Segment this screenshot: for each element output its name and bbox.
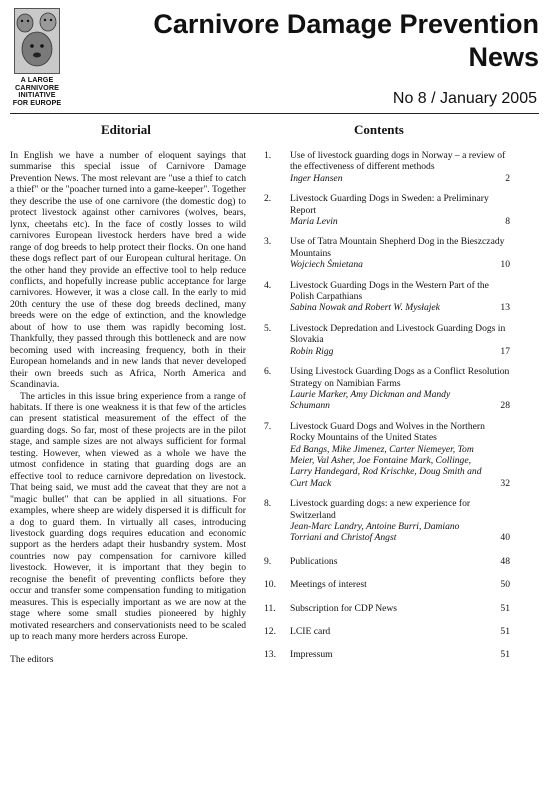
issue-number: No 8 / January 2005 xyxy=(392,90,537,107)
item-number: 12. xyxy=(264,626,276,637)
item-title: Livestock Depredation and Livestock Guarding Dogs in Slovakia xyxy=(290,322,506,346)
contents-item[interactable] xyxy=(264,323,510,357)
item-page: 51 xyxy=(500,602,510,614)
editorial-paragraph: The articles in this issue bring experience from a range of habitats. If there is one weakness it is that few of the articles can present statistical measurement of the effect of the guarding dogs. So far, most of these projects are in the pilot stage, and sample sizes are not always sufficient for formal testing. However, when viewed as a whole we have the utmost confidence in stating that guarding dogs are an effective tool to reduce carnivore depredation on livestock. That being said, we must add the caveat that they are not a "magic bullet" that can be applied in all situations. For examples, where sheep are widely dispersed it is difficult for a dog to guard them. In virtually all cases, introducing livestock guarding dogs requires education and economic support as the herders adapt their husbandry system. Most countries now pay compensation for carnivore killed livestock. However, it is important that they begin to recognise the benefit of preventing conflicts before they occur and transfer some compensation funding to mitigation measures. This is especially important as we are now at the stage where some small studies pioneered by highly motivated researchers and conservationists need to be scaled up to reach many more herders across Europe. xyxy=(10,390,246,643)
logo-line: FOR EUROPE xyxy=(12,97,62,107)
logo-line: CARNIVORE xyxy=(14,82,60,92)
item-number: 3. xyxy=(264,236,272,248)
item-title: Livestock guarding dogs: a new experience for Switzerland xyxy=(290,498,471,521)
item-page: 48 xyxy=(500,555,510,567)
item-number: 4. xyxy=(264,279,272,291)
item-author: Robin Rigg xyxy=(290,345,334,357)
logo-text xyxy=(10,76,64,106)
contents-item[interactable] xyxy=(264,150,510,184)
item-page: 28 xyxy=(500,400,510,412)
carnivore-faces-emblem xyxy=(14,8,60,74)
contents-item[interactable] xyxy=(264,498,510,544)
item-author: Jean-Marc Landry, Antoine Burri, Damiano Torriani and Christof Angst xyxy=(290,520,460,544)
item-page: 51 xyxy=(500,626,510,637)
item-author: Laurie Marker, Amy Dickman and Mandy Schumann xyxy=(290,388,451,412)
contents-item[interactable] xyxy=(264,421,510,489)
contents-item[interactable] xyxy=(264,603,510,614)
contents-list xyxy=(264,150,510,661)
title-line-1: Carnivore Damage Prevention xyxy=(153,9,539,39)
item-number: 2. xyxy=(264,193,272,205)
logo-line: INITIATIVE xyxy=(18,90,56,99)
item-title: LCIE card xyxy=(290,626,331,637)
item-number: 10. xyxy=(264,579,276,591)
editorial-body xyxy=(10,150,246,666)
item-title: Livestock Guard Dogs and Wolves in the Northern Rocky Mountains of the United States xyxy=(290,420,485,444)
item-title: Subscription for CDP News xyxy=(290,602,398,614)
title-line-2: News xyxy=(468,42,539,72)
contents-item[interactable] xyxy=(264,579,510,590)
newsletter-title xyxy=(153,8,539,74)
logo-line: A LARGE xyxy=(20,75,54,84)
item-author: Inger Hansen xyxy=(290,172,343,184)
item-title: Livestock Guarding Dogs in the Western Part of the Polish Carpathians xyxy=(290,279,489,303)
item-title: Using Livestock Guarding Dogs as a Conflict Resolution Strategy on Namibian Farms xyxy=(290,366,510,389)
item-page: 13 xyxy=(500,302,510,314)
item-number: 1. xyxy=(264,150,272,161)
item-title: Use of livestock guarding dogs in Norway – a review of the effectiveness of different methods xyxy=(290,150,506,173)
header-divider xyxy=(10,113,539,114)
item-page: 32 xyxy=(500,477,510,489)
item-page: 10 xyxy=(500,259,510,271)
item-author: Maria Levin xyxy=(290,216,338,228)
item-page: 50 xyxy=(500,579,510,591)
item-number: 8. xyxy=(264,498,272,510)
contents-item[interactable] xyxy=(264,649,510,660)
contents-item[interactable] xyxy=(264,366,510,412)
item-number: 7. xyxy=(264,420,272,432)
item-title: Impressum xyxy=(290,649,333,661)
item-title: Livestock Guarding Dogs in Sweden: a Preliminary Report xyxy=(290,193,489,216)
item-page: 40 xyxy=(500,532,510,544)
contents-item[interactable] xyxy=(264,193,510,227)
item-title: Meetings of interest xyxy=(290,579,367,591)
item-page: 51 xyxy=(500,649,510,661)
editorial-signature: The editors xyxy=(10,654,54,666)
item-page: 17 xyxy=(500,345,510,357)
item-author: Wojciech Śmietana xyxy=(290,259,363,271)
contents-item[interactable] xyxy=(264,556,510,567)
item-page: 2 xyxy=(505,172,510,184)
editorial-heading: Editorial xyxy=(101,122,151,137)
item-page: 8 xyxy=(505,216,510,228)
item-number: 11. xyxy=(264,602,276,614)
item-author: Sabina Nowak and Robert W. Mysłajek xyxy=(290,302,440,314)
item-number: 6. xyxy=(264,366,272,378)
editorial-paragraph: In English we have a number of eloquent sayings that summarise this special issue of Carnivore Damage Prevention News. The most relevant are "use a thief to catch a thief" or the "poacher turned into a game-keeper". Together they describe the use of one carnivore (the domestic dog) to protect livestock against other carnivores (wolves, bears, lynx, cheetahs etc). In the face of costly losses to wild carnivores European livestock herders have bred a wide range of dog breeds to help protect their flocks. On one hand these dogs reflect part of our European cultural heritage. On the other hand they provide an effective tool to help reduce conflicts, and hopefully increase public acceptance for large carnivores. However, it was a close call. In the early to mid 20th century the use of these dog breeds declined, many breeds were on the edge of extinction, and the knowledge about of how to use them was rapidly becoming lost. Thankfully, they passed through this bottleneck and are now becoming used with increasing frequency, both in their European homelands and in new lands that never developed their own breeds such as Africa, North America and Scandinavia. xyxy=(10,150,246,391)
item-author: Ed Bangs, Mike Jimenez, Carter Niemeyer, Tom Meier, Val Asher, Joe Fontaine Mark, Collinge, Larry Handegard, Rod Krischke, Doug Smith and Curt Mack xyxy=(290,443,482,489)
item-title: Use of Tatra Mountain Shepherd Dog in the Bieszczady Mountains xyxy=(290,236,505,259)
contents-item[interactable] xyxy=(264,236,510,270)
item-number: 13. xyxy=(264,649,276,661)
item-number: 5. xyxy=(264,322,272,334)
lcie-logo xyxy=(10,8,72,110)
contents-item[interactable] xyxy=(264,626,510,637)
contents-item[interactable] xyxy=(264,280,510,314)
item-title: Publications xyxy=(290,555,338,567)
contents-heading: Contents xyxy=(354,122,404,137)
item-number: 9. xyxy=(264,555,272,567)
